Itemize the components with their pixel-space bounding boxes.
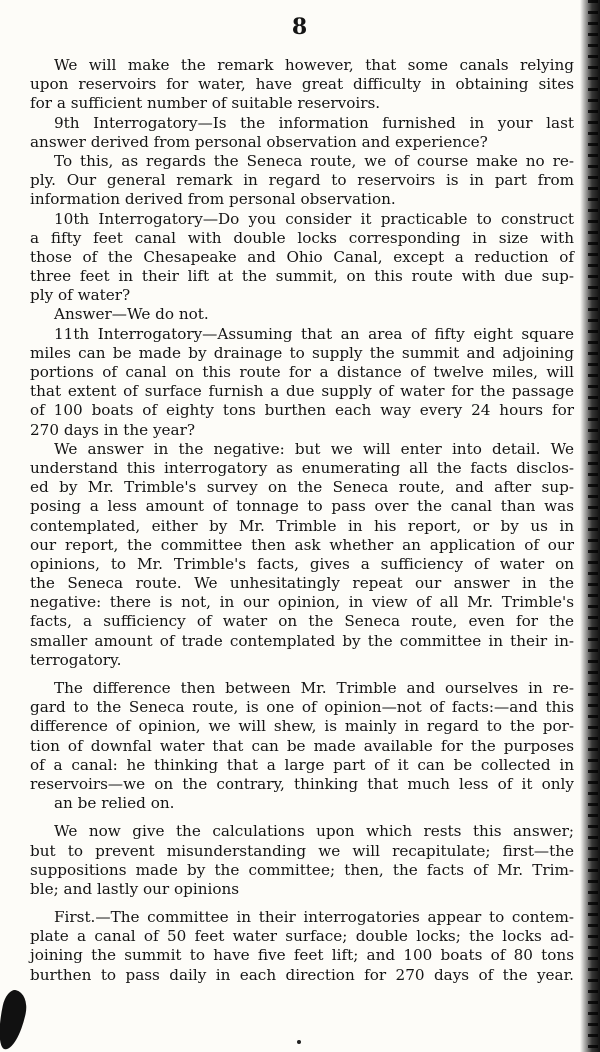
text-line: reservoirs—we on the contrary, thinking that much less of it only — [30, 774, 574, 793]
text-line: The difference then between Mr. Trimble and ourselves in re- — [54, 679, 574, 697]
text-line: miles can be made by drainage to supply the summit and adjoining — [30, 343, 574, 362]
text-line: posing a less amount of tonnage to pass over the canal than was — [30, 497, 574, 516]
text-line: three feet in their lift at the summit, on this route with due sup- — [30, 267, 574, 286]
text-line: gard to the Seneca route, is one of opinion—not of facts:—and this — [30, 698, 574, 717]
text-line: information derived from personal observation. — [30, 190, 396, 209]
text-line: terrogatory. — [30, 650, 122, 669]
text-line: portions of canal on this route for a distance of twelve miles, will — [30, 363, 574, 381]
text-line: an be relied on. — [54, 794, 175, 813]
text-line: We will make the remark however, that some canals relying — [54, 56, 574, 74]
text-line: of 100 boats of eighty tons burthen each way every 24 hours for — [30, 401, 574, 420]
text-line: 9th Interrogatory—Is the information furnished in your last — [54, 113, 574, 132]
text-line: ply. Our general remark in regard to reservoirs is in part from — [30, 171, 574, 190]
text-line: To this, as regards the Seneca route, we of course make no re- — [54, 151, 574, 170]
text-line: suppositions made by the committee; then, the facts of Mr. Trim- — [30, 860, 574, 879]
text-line: opinions, to Mr. Trimble's facts, gives a sufficiency of water on — [30, 554, 574, 573]
text-line: 10th Interrogatory—Do you consider it practicable to construct — [54, 209, 574, 228]
text-line: a fifty feet canal with double locks corresponding in size with — [30, 228, 574, 247]
text-line: the Seneca route. We unhesitatingly repeat our answer in the — [30, 574, 574, 593]
text-line: We now give the calculations upon which rests this answer; — [54, 822, 574, 841]
text-line: tion of downfal water that can be made available for the purposes — [30, 736, 574, 755]
text-line: ble; and lastly our opinions — [30, 879, 240, 898]
text-line: those of the Chesapeake and Ohio Canal, except a reduction of — [30, 247, 574, 266]
text-line: facts, a sufficiency of water on the Seneca route, even for the — [30, 612, 574, 631]
text-line: We answer in the negative: but we will enter into detail. We — [54, 439, 574, 458]
ink-blot — [0, 988, 30, 1052]
text-line: understand this interrogatory as enumerating all the facts disclos- — [30, 458, 574, 477]
text-line: of a canal: he thinking that a large part of it can be collected in — [30, 755, 574, 774]
binding-edge — [588, 0, 598, 1052]
text-line: plate a canal of 50 feet water surface; double locks; the locks ad- — [30, 927, 574, 946]
text-line: upon reservoirs for water, have great difficulty in obtaining sites — [30, 75, 574, 94]
text-line: our report, the committee then ask whether an application of our — [30, 535, 574, 554]
text-line: smaller amount of trade contemplated by the committee in their in- — [30, 631, 574, 650]
text-line: ply of water? — [30, 286, 131, 305]
text-line: joining the summit to have five feet lift; and 100 boats of 80 tons — [30, 946, 574, 965]
text-line: contemplated, either by Mr. Trimble in his report, or by us in — [30, 516, 574, 535]
text-line: burthen to pass daily in each direction for 270 days of the year. — [30, 965, 574, 984]
ink-dot — [297, 1040, 301, 1044]
text-line: negative: there is not, in our opinion, in view of all Mr. Trimble's — [30, 593, 574, 612]
text-line: 270 days in the year? — [30, 420, 195, 439]
text-line: for a sufficient number of suitable reservoirs. — [30, 94, 381, 113]
page-number: 8 — [291, 14, 309, 40]
text-line: that extent of surface furnish a due supply of water for the passage — [30, 382, 574, 401]
text-line: answer derived from personal observation and experience? — [30, 132, 488, 151]
text-line: ed by Mr. Trimble's survey on the Seneca route, and after sup- — [30, 478, 574, 497]
text-line: 11th Interrogatory—Assuming that an area of fifty eight square — [54, 324, 574, 343]
body-text — [30, 56, 574, 985]
text-line: First.—The committee in their interrogatories appear to contem- — [54, 908, 574, 927]
text-line: Answer—We do not. — [54, 305, 209, 324]
text-line: but to prevent misunderstanding we will recapitulate; first—the — [30, 841, 574, 860]
text-line: difference of opinion, we will shew, is mainly in regard to the por- — [30, 717, 574, 736]
